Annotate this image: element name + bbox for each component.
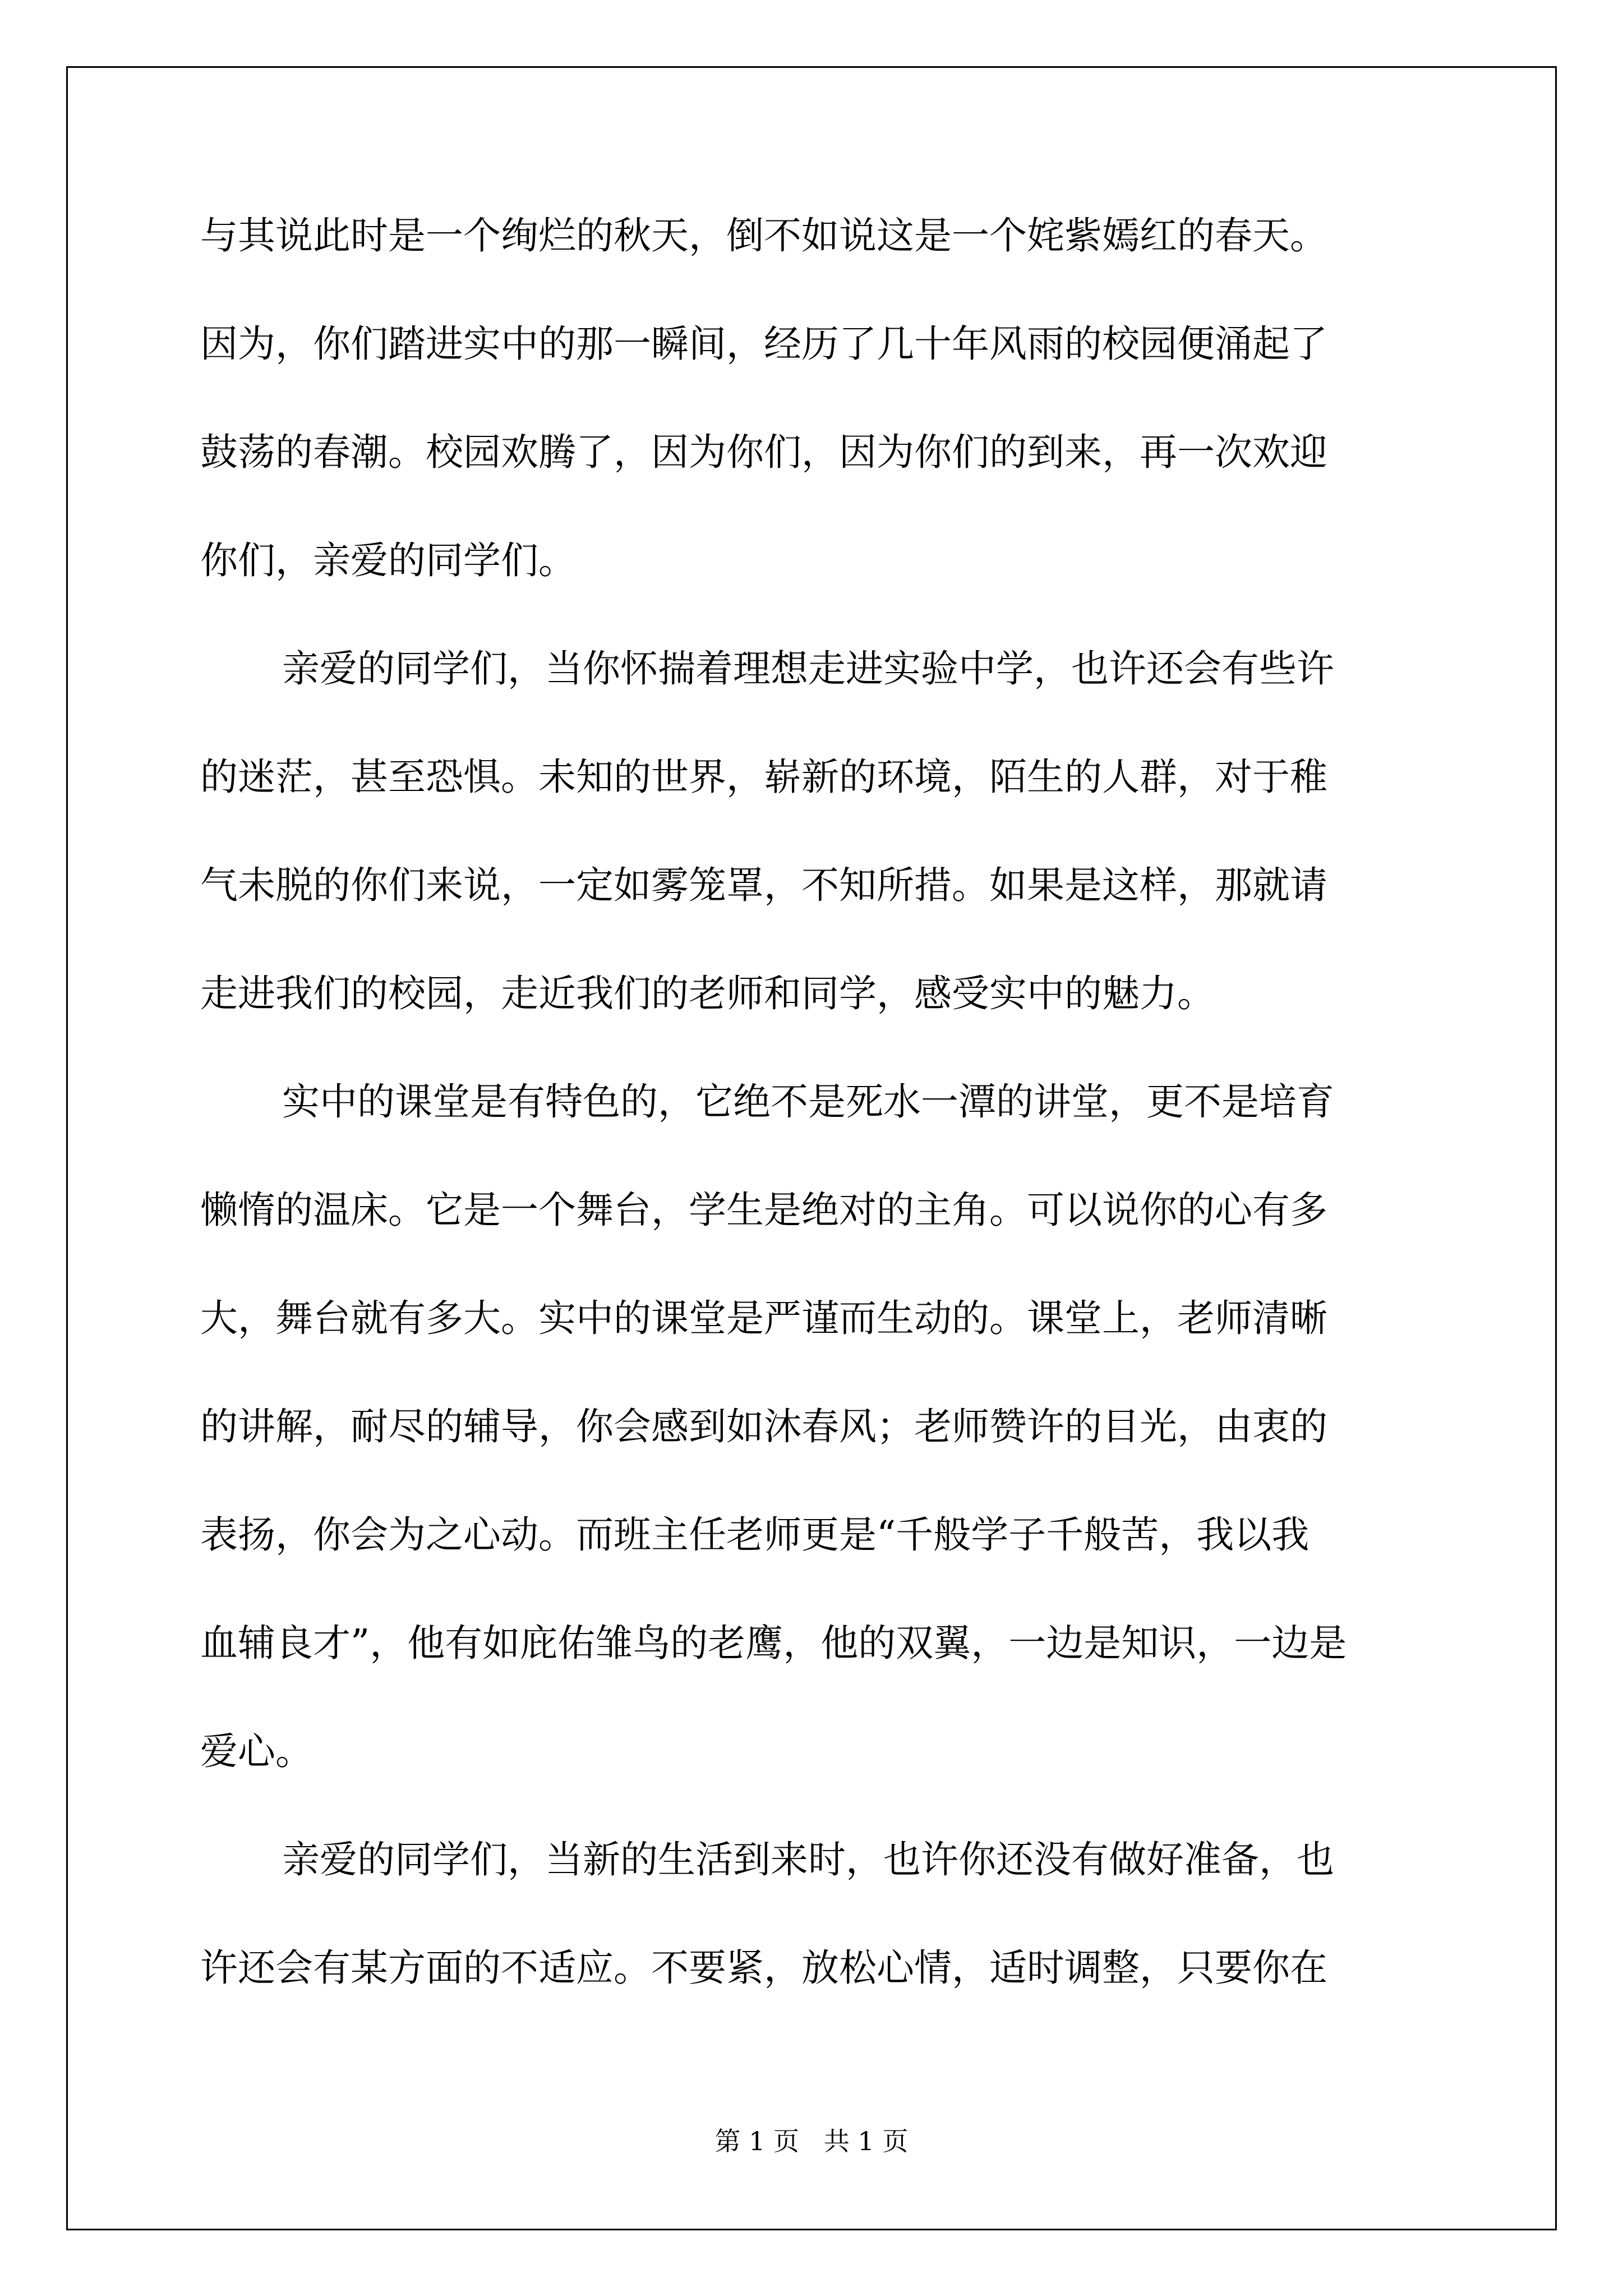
text-line: 亲爱的同学们，当新的生活到来时，也许你还没有做好准备，也 [282,1838,1334,1881]
text-line: 大，舞台就有多大。实中的课堂是严谨而生动的。课堂上，老师清晰 [200,1296,1327,1340]
text-line: 鼓荡的春潮。校园欢腾了，因为你们，因为你们的到来，再一次欢迎 [200,430,1327,474]
page-number-footer: 第 1 页 共 1 页 [714,2126,909,2156]
text-line: 走进我们的校园，走近我们的老师和同学，感受实中的魅力。 [200,972,1215,1015]
text-line: 血辅良才”，他有如庇佑雏鸟的老鹰，他的双翼，一边是知识，一边是 [200,1621,1347,1665]
text-line: 许还会有某方面的不适应。不要紧，放松心情，适时调整，只要你在 [200,1946,1327,1990]
text-line: 表扬，你会为之心动。而班主任老师更是“千般学子千般苦，我以我 [200,1513,1310,1557]
text-line: 亲爱的同学们，当你怀揣着理想走进实验中学，也许还会有些许 [282,647,1334,691]
text-line: 懒惰的温床。它是一个舞台，学生是绝对的主角。可以说你的心有多 [200,1188,1327,1232]
text-line: 的讲解，耐尽的辅导，你会感到如沐春风；老师赞许的目光，由衷的 [200,1405,1327,1448]
text-line: 因为，你们踏进实中的那一瞬间，经历了几十年风雨的校园便涌起了 [200,322,1327,366]
text-line: 你们，亲爱的同学们。 [200,539,576,582]
document-body [200,208,1423,2048]
text-line: 实中的课堂是有特色的，它绝不是死水一潭的讲堂，更不是培育 [282,1080,1334,1124]
text-line: 爱心。 [200,1729,313,1773]
text-line: 与其说此时是一个绚烂的秋天，倒不如说这是一个姹紫嫣红的春天。 [200,214,1327,257]
text-line: 的迷茫，甚至恐惧。未知的世界，崭新的环境，陌生的人群，对于稚 [200,755,1327,799]
text-line: 气未脱的你们来说，一定如雾笼罩，不知所措。如果是这样，那就请 [200,863,1327,907]
